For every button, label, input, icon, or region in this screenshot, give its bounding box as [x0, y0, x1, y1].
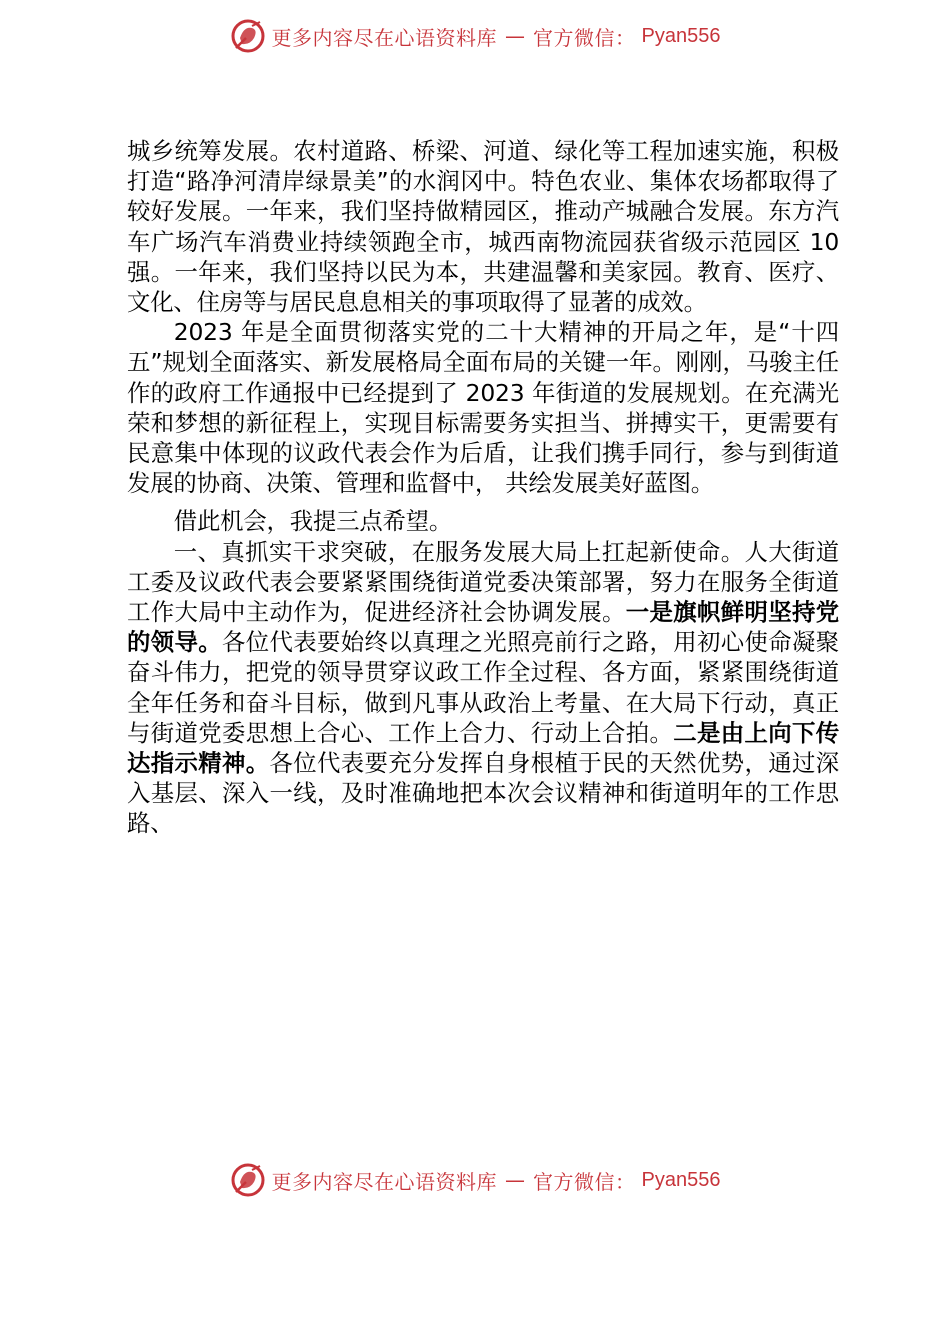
document-body [127, 136, 839, 839]
rose-logo-icon [230, 18, 266, 54]
header-watermark [0, 16, 950, 56]
watermark-label: 官方微信： [533, 1169, 636, 1194]
point-two-body: 各位代表要充分发挥自身根植于民的天然优势，通过深入基层、深入一线，及时准确地把本次会议精神和街道明年的工作思路、 [127, 749, 839, 838]
rose-logo-icon [230, 1162, 266, 1198]
paragraph-2: 2023 年是全面贯彻落实党的二十大精神的开局之年，是“十四五”规划全面落实、新发展格局全面布局的关键一年。刚刚，马骏主任作的政府工作通报中已经提到了 2023 年街道的发展规划。在充满光荣和梦想的新征程上，实现目标需要务实担当、拼搏实干，更需要有民意集中体现的议政代表会作为后盾，让我们携手同行，参与到街道发展的协商、决策、管理和监督中， 共绘发展美好蓝图。 [127, 318, 839, 498]
watermark-id: Pyan556 [641, 24, 721, 47]
point-one-body: 各位代表要始终以真理之光照亮前行之路，用初心使命凝聚奋斗伟力，把党的领导贯穿议政工作全过程、各方面，紧紧围绕街道全年任务和奋斗目标，做到凡事从政治上考量、在大局下行动，真正与街道党委思想上合心、工作上合力、行动上合拍。 [127, 628, 839, 747]
watermark-id: Pyan556 [641, 1168, 721, 1191]
point-one-heading: 一是旗帜鲜明坚持党的领导。 [127, 598, 839, 657]
footer-watermark [0, 1160, 950, 1200]
paragraph-4 [127, 537, 839, 839]
paragraph-1: 城乡统筹发展。农村道路、桥梁、河道、绿化等工程加速实施，积极打造“路净河清岸绿景美”的水润冈中。特色农业、集体农场都取得了较好发展。一年来，我们坚持做精园区，推动产城融合发展。东方汽车广场汽车消费业持续领跑全市，城西南物流园获省级示范园区 10 强。一年来，我们坚持以民为本，共建温馨和美家园。教育、医疗、文化、住房等与居民息息相关的事项取得了显著的成效。 [127, 137, 839, 317]
paragraph-4-intro: 一、真抓实干求突破，在服务发展大局上扛起新使命。人大街道工委及议政代表会要紧紧围绕街道党委决策部署，努力在服务全街道工作大局中主动作为，促进经济社会协调发展。 [127, 537, 839, 627]
watermark-text: 更多内容尽在心语资料库 [271, 25, 498, 50]
paragraph-3: 借此机会，我提三点希望。 [173, 507, 453, 536]
watermark-label: 官方微信： [533, 25, 636, 50]
point-two-heading: 二是由上向下传达指示精神。 [127, 718, 839, 778]
watermark-separator: — [505, 1168, 526, 1192]
watermark-text: 更多内容尽在心语资料库 [271, 1169, 498, 1194]
watermark-separator: — [505, 24, 526, 48]
